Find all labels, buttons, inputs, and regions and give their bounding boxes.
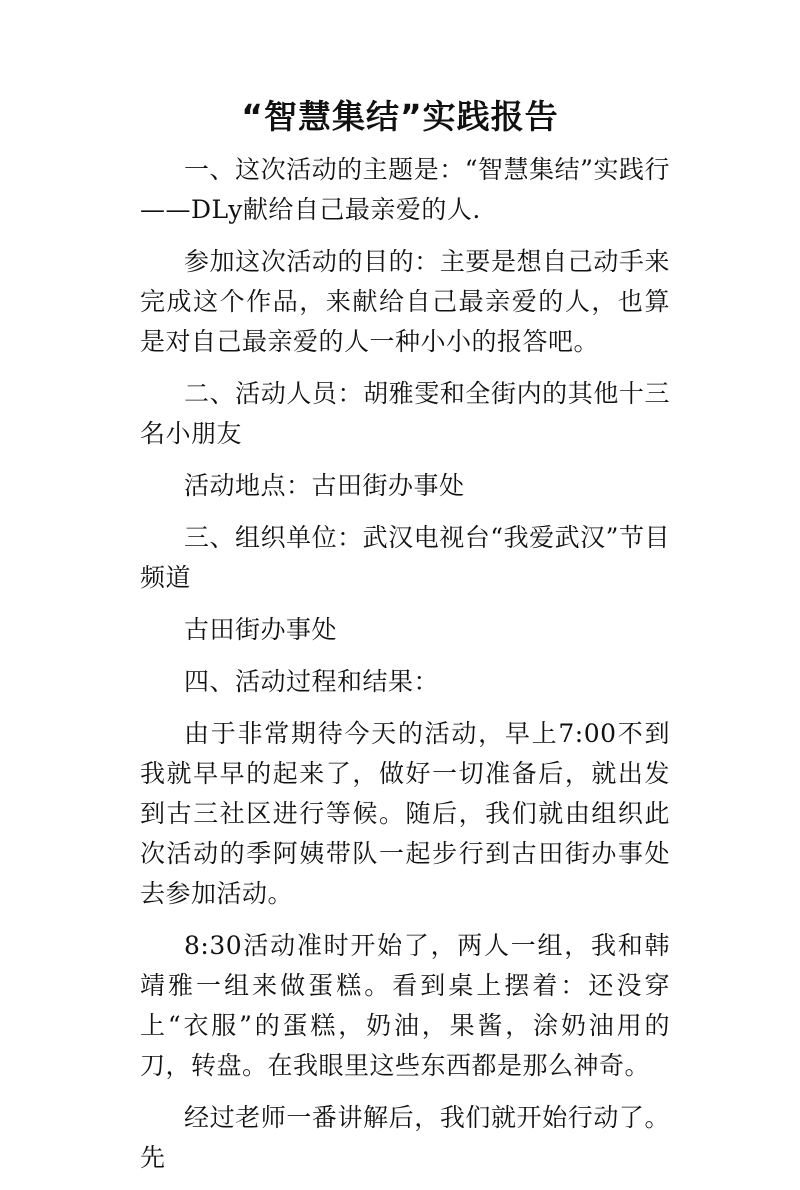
- document-body: [140, 150, 670, 1190]
- paragraph-location: 活动地点：古田街办事处: [184, 471, 465, 500]
- paragraph-purpose: 参加这次活动的目的：主要是想自己动手来完成这个作品，来献给自己最亲爱的人，也算是对自己最亲爱的人一种小小的报答吧。: [140, 247, 670, 356]
- paragraph-participants: 二、活动人员：胡雅雯和全街内的其他十三名小朋友: [140, 379, 670, 448]
- paragraph-morning: 由于非常期待今天的活动，早上7:00不到我就早早的起来了，做好一切准备后，就出发到古三社区进行等候。随后，我们就由组织此次活动的季阿姨带队一起步行到古田街办事处去参加活动。: [140, 719, 670, 908]
- paragraph-organizer: 三、组织单位：武汉电视台“我爱武汉”节目频道: [140, 523, 670, 592]
- paragraph-explanation: 经过老师一番讲解后，我们就开始行动了。先: [140, 1103, 670, 1172]
- paragraph-organizer-2: 古田街办事处: [184, 615, 338, 644]
- paragraph-start: 8:30活动准时开始了，两人一组，我和韩靖雅一组来做蛋糕。看到桌上摆着：还没穿上“衣服”的蛋糕，奶油，果酱，涂奶油用的刀，转盘。在我眼里这些东西都是那么神奇。: [140, 931, 670, 1080]
- page-title: “智慧集结”实践报告: [241, 97, 559, 136]
- paragraph-theme: 一、这次活动的主题是：“智慧集结”实践行——DLy献给自己最亲爱的人.: [140, 155, 670, 224]
- paragraph-process-heading: 四、活动过程和结果：: [184, 667, 440, 696]
